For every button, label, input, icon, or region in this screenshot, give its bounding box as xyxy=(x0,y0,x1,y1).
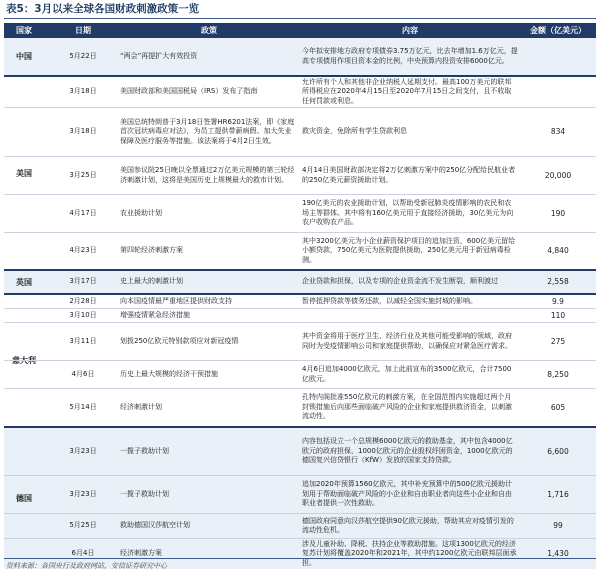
row-amount: 190 xyxy=(550,208,566,218)
row-policy: 美国参议院25日晚以全票通过2万亿美元规模的第三轮经济刺激计划，这将是美国历史上规模最大的救市计划。 xyxy=(120,166,295,184)
table-row xyxy=(4,233,596,269)
row-policy: 农业援助计划 xyxy=(120,208,162,217)
row-amount: 110 xyxy=(550,310,566,320)
row-date: 2月28日 xyxy=(69,296,97,305)
header-country: 国家 xyxy=(16,26,32,35)
row-policy: 美国总统特朗普于3月18日签署HR6201法案，即《家庭首次冠状病毒应对法》，为员工提供带薪病假、加大失业保障及医疗服务等措施。该法案将于4月2日生效。 xyxy=(120,117,295,145)
row-amount: 2,558 xyxy=(547,277,569,287)
source-note: 资料来源：各国央行及政府网站，安信证券研究中心 xyxy=(6,562,167,570)
row-date: 5月14日 xyxy=(69,402,97,411)
row-policy: 划拨250亿欧元特别款项应对新冠疫情 xyxy=(120,336,239,345)
row-policy: 救助德国汉莎航空计划 xyxy=(120,521,190,530)
row-amount: 1,716 xyxy=(547,489,569,499)
row-date: 5月22日 xyxy=(69,51,97,60)
group-china xyxy=(4,38,596,75)
row-content: 追加2020年预算1560亿欧元，其中补充预算中的500亿欧元援助计划用于帮助面临破产风险的小企业和自由职业者向这些小企业和自由职业者提供一次性救助。 xyxy=(302,480,512,508)
row-amount: 8,250 xyxy=(547,369,569,379)
table-row xyxy=(4,271,596,293)
row-date: 3月23日 xyxy=(69,489,97,498)
row-policy: “两会”再提扩大有效投资 xyxy=(120,51,198,60)
header-content: 内容 xyxy=(402,26,418,35)
table-row xyxy=(4,389,596,426)
row-policy: 增强疫情紧急经济措施 xyxy=(120,310,190,319)
header-policy: 政策 xyxy=(201,26,217,35)
row-date: 4月6日 xyxy=(71,369,95,378)
row-policy: 美国财政部和美国国税局（IRS）发布了指南 xyxy=(120,87,258,96)
row-content: 企业贷款和担保，以及专项的企业资金流不发生断裂，顺利渡过 xyxy=(302,277,498,286)
table-row xyxy=(4,309,596,323)
row-date: 3月10日 xyxy=(69,310,97,319)
title-divider xyxy=(4,18,596,19)
country-label: 意大利 xyxy=(12,356,36,365)
table-row xyxy=(4,361,596,389)
group-italy xyxy=(4,293,596,426)
row-date: 3月18日 xyxy=(69,127,97,136)
row-content: 4月6日追加4000亿欧元，加上此前宣布的3500亿欧元，合计7500亿欧元。 xyxy=(302,365,512,383)
row-content: 孔特内阁批准550亿欧元的刺激方案，在全国范围内实施超过两个月封锁措施后向那些面临破产风险的企业和家庭提供救济资金，以刺激流动性。 xyxy=(302,393,512,421)
row-content: 德国政府同意向汉莎航空提供90亿欧元援助，帮助其应对疫情引发的流动性危机。 xyxy=(302,516,514,534)
row-content: 暂停抵押贷款等债务还款，以减轻全国实施封城的影响。 xyxy=(302,296,477,305)
row-policy: 一揽子救助计划 xyxy=(120,446,169,455)
row-policy: 史上最大的刺激计划 xyxy=(120,277,183,286)
table-row xyxy=(4,38,596,75)
row-date: 3月11日 xyxy=(69,336,97,345)
row-content: 190亿美元的农业援助计划，以帮助受新冠肺炎疫情影响的农民和农场主等群体。其中将有160亿美元用于直接经济援助，30亿美元为向农户收购农产品。 xyxy=(302,199,514,227)
table-row xyxy=(4,195,596,233)
row-content: 允许所有个人和其他非企业纳税人延期支付。最高100万美元的联邦所得税应在2020年4月15日至2020年7月15日之间支付，且不收取任何罚款或利息。 xyxy=(302,77,512,105)
row-content: 内容包括设立一个总规模6000亿欧元的救助基金，其中包含4000亿欧元的政府担保，1000亿欧元的企业股权纾困资金，1000亿欧元的德国复兴信贷银行（KfW）发放的国家支持贷款。 xyxy=(302,437,513,465)
country-label: 中国 xyxy=(16,52,32,61)
row-policy: 一揽子救助计划 xyxy=(120,489,169,498)
header-date: 日期 xyxy=(75,26,91,35)
row-content: 其中资金将用于医疗卫生、经济行业及其他可能受影响的领域，政府同时为受疫情影响公司和家庭提供帮助，以确保应对紧急医疗需求。 xyxy=(302,332,512,350)
row-policy: 历史上最大规模的经济干预措施 xyxy=(120,369,218,378)
policy-table xyxy=(4,38,596,569)
table-header xyxy=(4,23,596,38)
row-date: 3月25日 xyxy=(69,170,97,179)
row-content: 4月14日美国财政部决定将2万亿刺激方案中的250亿分配给民航业者的250亿美元薪资援助计划。 xyxy=(302,166,516,184)
group-usa xyxy=(4,75,596,269)
row-amount: 20,000 xyxy=(544,170,572,180)
table-row xyxy=(4,295,596,309)
country-label: 美国 xyxy=(16,168,32,178)
table-row xyxy=(4,428,596,476)
table-row xyxy=(4,157,596,195)
row-date: 4月17日 xyxy=(69,208,97,217)
table-row xyxy=(4,514,596,539)
table-title: 表5：3月以来全球各国财政刺激政策一览 xyxy=(6,3,200,15)
row-date: 3月23日 xyxy=(69,446,97,455)
row-amount: 605 xyxy=(550,402,566,412)
footer-divider xyxy=(4,558,596,559)
group-uk xyxy=(4,269,596,293)
row-content: 救灾资金，免除所有学生贷款利息 xyxy=(302,127,407,136)
group-germany xyxy=(4,426,596,569)
row-date: 4月23日 xyxy=(69,246,97,255)
row-amount: 6,600 xyxy=(547,446,569,456)
row-amount: 834 xyxy=(550,127,566,137)
row-policy: 向本国疫情最严重地区提供财政支持 xyxy=(120,296,232,305)
row-policy: 第四轮经济刺激方案 xyxy=(120,246,183,255)
row-amount: 9.9 xyxy=(552,296,564,306)
row-amount: 1,430 xyxy=(547,549,569,559)
row-date: 5月25日 xyxy=(69,521,97,530)
table-row xyxy=(4,77,596,108)
table-row xyxy=(4,108,596,157)
row-content: 其中3200亿美元为小企业薪资保护项目的追加注资，600亿美元留给小额贷款，750亿美元为医院提供援助，250亿美元用于新冠病毒检测。 xyxy=(302,236,516,264)
header-amount: 金额（亿美元） xyxy=(530,26,586,35)
row-policy: 经济刺激计划 xyxy=(120,402,162,411)
row-amount: 4,840 xyxy=(547,246,569,256)
row-content: 涉及儿童补助、降税、扶持企业等救助措施。这项1300亿欧元的经济复苏计划将覆盖2020年和2021年，其中约1200亿欧元由联邦层面承担。 xyxy=(302,539,517,567)
row-amount: 99 xyxy=(553,521,563,531)
row-policy: 经济刺激方案 xyxy=(120,549,162,558)
row-content: 今年拟安排地方政府专项债券3.75万亿元，比去年增加1.6万亿元，提高专项债用作项目资本金的比例，中央预算内投资安排6000亿元。 xyxy=(302,47,518,65)
country-label: 德国 xyxy=(16,494,32,503)
country-label: 英国 xyxy=(16,277,32,287)
row-date: 3月18日 xyxy=(69,87,97,96)
table-row xyxy=(4,323,596,361)
row-date: 3月17日 xyxy=(69,277,97,286)
row-amount: 275 xyxy=(550,336,566,346)
table-row xyxy=(4,476,596,514)
row-date: 6月4日 xyxy=(71,549,95,558)
